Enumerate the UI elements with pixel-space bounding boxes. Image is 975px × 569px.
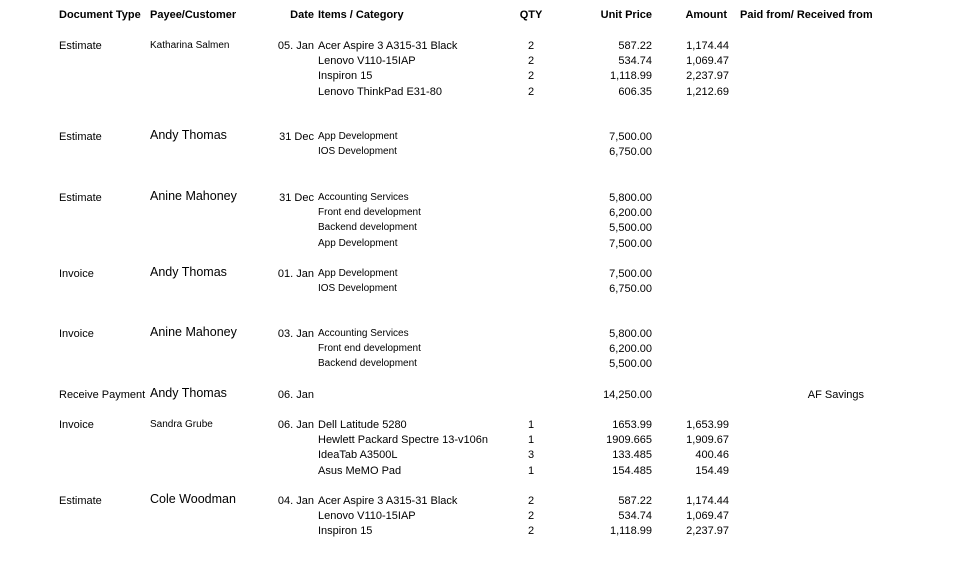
line-unit-price: 14,250.00 xyxy=(603,389,652,401)
line-qty: 1 xyxy=(527,434,535,446)
line-unit-price: 7,500.00 xyxy=(609,268,652,280)
payee-name: Cole Woodman xyxy=(150,492,236,506)
payee-name: Andy Thomas xyxy=(150,386,227,400)
entry-date: 05. Jan xyxy=(277,40,314,52)
line-item: Backend development xyxy=(318,222,417,233)
line-qty: 2 xyxy=(527,86,535,98)
entry-date: 31 Dec xyxy=(279,131,314,143)
line-item: Inspiron 15 xyxy=(318,525,373,537)
line-qty: 2 xyxy=(527,525,535,537)
line-unit-price: 1,118.99 xyxy=(609,70,652,82)
line-item: Asus MeMO Pad xyxy=(318,465,402,477)
line-unit-price: 606.35 xyxy=(618,86,652,98)
line-item: Lenovo V110-15IAP xyxy=(318,55,416,67)
document-type: Invoice xyxy=(59,419,94,431)
line-amount: 1,212.69 xyxy=(686,86,729,98)
entry-date: 06. Jan xyxy=(277,389,314,401)
line-unit-price: 587.22 xyxy=(618,495,652,507)
document-type: Estimate xyxy=(59,495,102,507)
line-unit-price: 5,800.00 xyxy=(609,328,652,340)
header-document-type: Document Type xyxy=(59,9,141,21)
line-amount: 1,069.47 xyxy=(686,55,729,67)
line-unit-price: 534.74 xyxy=(618,510,652,522)
header-amount: Amount xyxy=(685,9,727,21)
line-unit-price: 6,200.00 xyxy=(609,343,652,355)
line-item: Hewlett Packard Spectre 13-v106n xyxy=(318,434,488,446)
line-unit-price: 6,750.00 xyxy=(609,146,652,158)
entry-date: 31 Dec xyxy=(279,192,314,204)
line-item: Dell Latitude 5280 xyxy=(318,419,407,431)
line-item: App Development xyxy=(318,268,398,279)
line-amount: 2,237.97 xyxy=(686,70,729,82)
line-item: Front end development xyxy=(318,207,421,218)
line-qty: 2 xyxy=(527,40,535,52)
line-item: App Development xyxy=(318,131,398,142)
payee-name: Anine Mahoney xyxy=(150,189,237,203)
line-item: IOS Development xyxy=(318,146,397,157)
paid-from: AF Savings xyxy=(807,389,864,401)
payee-name: Anine Mahoney xyxy=(150,325,237,339)
document-type: Estimate xyxy=(59,131,102,143)
payee-name: Sandra Grube xyxy=(150,419,213,430)
line-unit-price: 1653.99 xyxy=(612,419,652,431)
line-item: Lenovo ThinkPad E31-80 xyxy=(318,86,442,98)
line-unit-price: 154.485 xyxy=(612,465,652,477)
line-item: Accounting Services xyxy=(318,192,409,203)
line-item: Backend development xyxy=(318,358,417,369)
header-paid-from: Paid from/ Received from xyxy=(740,9,873,21)
line-qty: 1 xyxy=(527,419,535,431)
line-qty: 3 xyxy=(527,449,535,461)
line-unit-price: 1,118.99 xyxy=(609,525,652,537)
document-type: Estimate xyxy=(59,192,102,204)
document-type: Invoice xyxy=(59,268,94,280)
line-unit-price: 7,500.00 xyxy=(609,238,652,250)
line-amount: 400.46 xyxy=(695,449,729,461)
document-type: Estimate xyxy=(59,40,102,52)
line-qty: 2 xyxy=(527,510,535,522)
line-item: IOS Development xyxy=(318,283,397,294)
header-unit-price: Unit Price xyxy=(600,9,652,21)
line-unit-price: 6,750.00 xyxy=(609,283,652,295)
line-item: Lenovo V110-15IAP xyxy=(318,510,416,522)
line-unit-price: 534.74 xyxy=(618,55,652,67)
line-item: Acer Aspire 3 A315-31 Black xyxy=(318,40,458,52)
line-unit-price: 6,200.00 xyxy=(609,207,652,219)
line-item: Inspiron 15 xyxy=(318,70,373,82)
header-payee: Payee/Customer xyxy=(150,9,237,21)
line-qty: 1 xyxy=(527,465,535,477)
line-qty: 2 xyxy=(527,495,535,507)
header-items: Items / Category xyxy=(318,9,404,21)
line-unit-price: 5,500.00 xyxy=(609,222,652,234)
line-amount: 1,174.44 xyxy=(686,40,729,52)
payee-name: Andy Thomas xyxy=(150,265,227,279)
payee-name: Andy Thomas xyxy=(150,128,227,142)
line-item: Acer Aspire 3 A315-31 Black xyxy=(318,495,458,507)
line-amount: 1,909.67 xyxy=(686,434,729,446)
line-unit-price: 5,800.00 xyxy=(609,192,652,204)
line-unit-price: 133.485 xyxy=(612,449,652,461)
entry-date: 01. Jan xyxy=(277,268,314,280)
line-qty: 2 xyxy=(527,55,535,67)
line-unit-price: 587.22 xyxy=(618,40,652,52)
line-qty: 2 xyxy=(527,70,535,82)
line-item: IdeaTab A3500L xyxy=(318,449,398,461)
line-amount: 1,174.44 xyxy=(686,495,729,507)
entry-date: 06. Jan xyxy=(277,419,314,431)
line-amount: 154.49 xyxy=(695,465,729,477)
line-unit-price: 5,500.00 xyxy=(609,358,652,370)
header-qty: QTY xyxy=(519,9,543,21)
entry-date: 03. Jan xyxy=(277,328,314,340)
line-item: App Development xyxy=(318,238,398,249)
line-unit-price: 1909.665 xyxy=(606,434,652,446)
header-date: Date xyxy=(290,9,314,21)
line-item: Front end development xyxy=(318,343,421,354)
line-unit-price: 7,500.00 xyxy=(609,131,652,143)
line-amount: 1,069.47 xyxy=(686,510,729,522)
line-amount: 1,653.99 xyxy=(686,419,729,431)
payee-name: Katharina Salmen xyxy=(150,40,230,51)
document-type: Invoice xyxy=(59,328,94,340)
line-amount: 2,237.97 xyxy=(686,525,729,537)
document-type: Receive Payment xyxy=(59,389,146,401)
line-item: Accounting Services xyxy=(318,328,409,339)
entry-date: 04. Jan xyxy=(277,495,314,507)
